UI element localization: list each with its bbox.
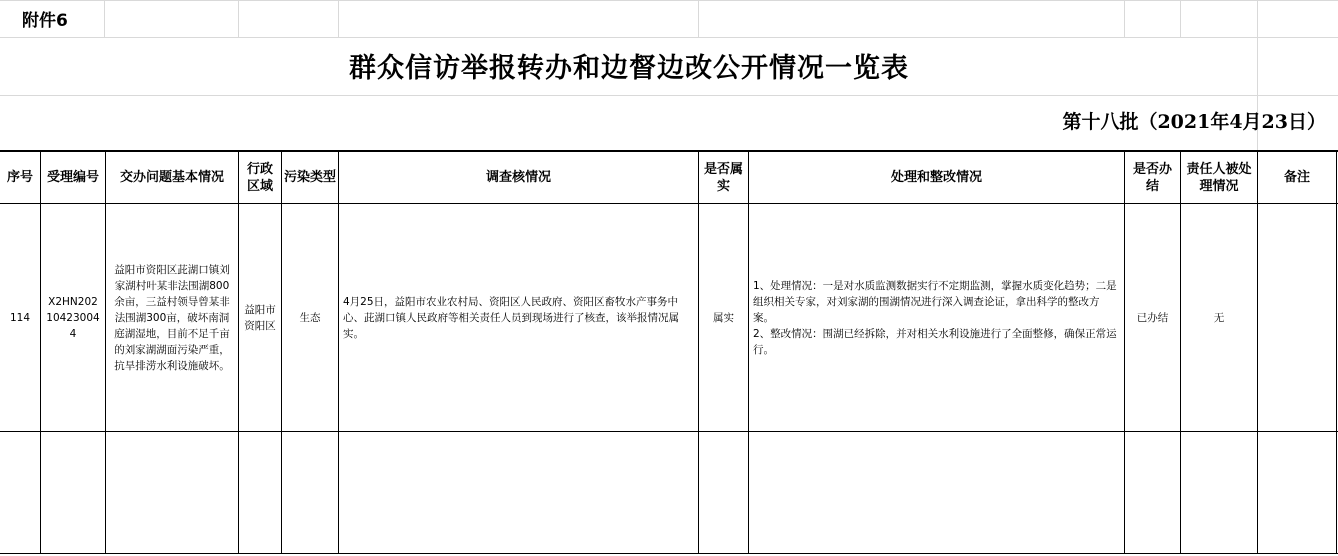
header-completed: 是否办结 — [1132, 161, 1172, 194]
header-problem: 交办问题基本情况 — [119, 170, 224, 185]
page-title: 群众信访举报转办和边督边改公开情况一览表 — [349, 53, 909, 84]
cell-seq: 114 — [9, 311, 31, 324]
cell-accountability: 无 — [1213, 311, 1225, 324]
header-handling: 处理和整改情况 — [890, 170, 982, 185]
header-verified: 是否属实 — [703, 161, 743, 194]
header-id: 受理编号 — [46, 170, 99, 185]
cell-verified: 属实 — [713, 311, 734, 324]
cell-handling: 1、处理情况：一是对水质监测数据实行不定期监测，掌握水质变化趋势；二是组织相关专家，对刘家湖的围湖情况进行深入调查论证，拿出科学的整改方案。 2、整改情况：围湖已经拆除，并对相关水利设施进行了全面整修，确保正常运行。 — [753, 279, 1117, 356]
header-remarks: 备注 — [1283, 170, 1310, 185]
cell-investigation: 4月25日，益阳市农业农村局、资阳区人民政府、资阳区畜牧水产事务中心、茈湖口镇人民政府等相关责任人员到现场进行了核查，该举报情况属实。 — [343, 295, 679, 340]
cell-pollution: 生态 — [299, 311, 321, 324]
attachment-label: 附件6 — [22, 11, 68, 31]
batch-date: 第十八批（2021年4月23日） — [1062, 111, 1326, 133]
cell-problem: 益阳市资阳区茈湖口镇刘家湖村叶某非法围湖800余亩，三益村领导曾某非法围湖300亩，破坏南洞庭湖湿地，目前不足千亩的刘家湖湖面污染严重，抗旱排涝水利设施破坏。 — [114, 263, 230, 372]
header-investigation: 调查核情况 — [485, 170, 551, 185]
cell-completed: 已办结 — [1136, 311, 1169, 324]
cell-region: 益阳市资阳区 — [244, 303, 276, 332]
header-seq: 序号 — [6, 170, 33, 185]
cell-remarks — [1258, 204, 1336, 431]
header-accountability: 责任人被处理情况 — [1186, 161, 1252, 194]
header-region: 行政区域 — [246, 161, 273, 194]
header-pollution: 污染类型 — [284, 170, 337, 185]
cell-id: X2HN202104230044 — [46, 295, 100, 340]
